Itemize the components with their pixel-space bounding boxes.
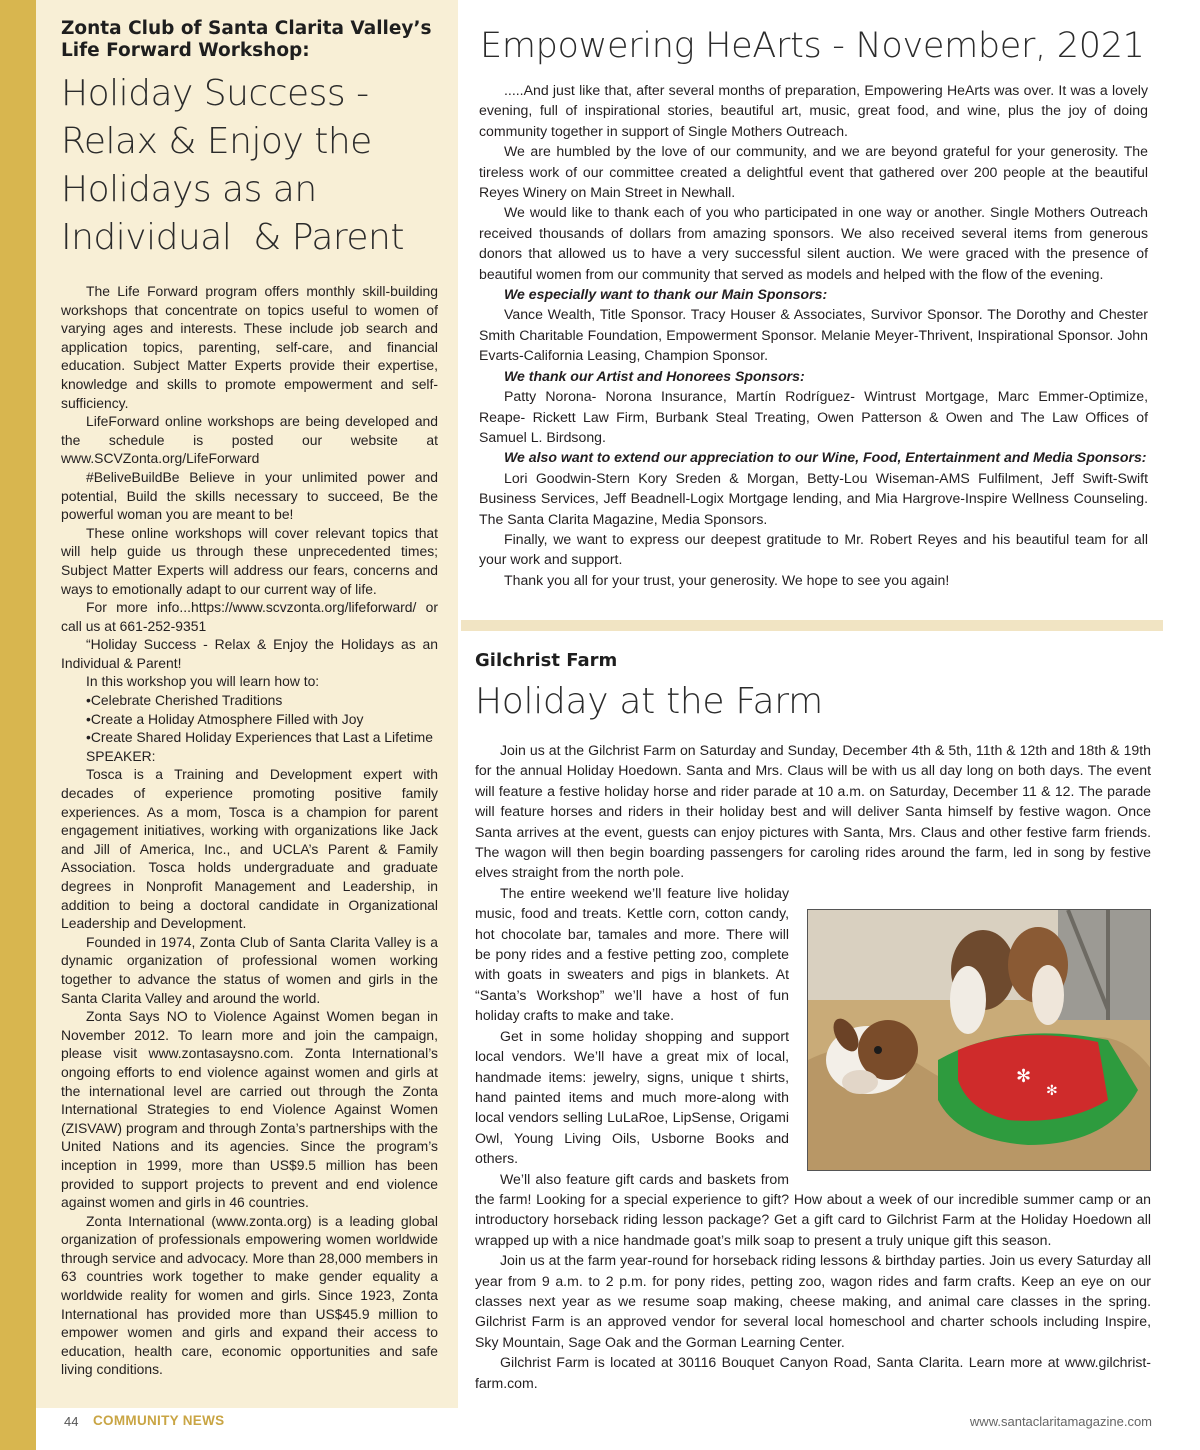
page-number: 44 bbox=[64, 1414, 79, 1429]
paragraph: Patty Norona- Norona Insurance, Martín Rodríguez- Wintrust Mortgage, Marc Emmer-Optimize, Reape- Rickett Law Firm, Burbank Steal Treating, Owen Patterson & Owen and The Law Offices of Samuel L. Birdsong. bbox=[479, 388, 1148, 445]
zonta-body bbox=[61, 282, 438, 1379]
bullet-item: •Create a Holiday Atmosphere Filled with Joy bbox=[86, 710, 364, 727]
empowering-hearts-title: Empowering HeArts - November, 2021 bbox=[480, 26, 1145, 66]
title-line: Individual & Parent bbox=[61, 217, 404, 258]
zonta-title bbox=[61, 70, 438, 262]
paragraph: Founded in 1974, Zonta Club of Santa Clarita Valley is a dynamic organization of professional women working together to advance the status of women and girls in the Santa Clarita Valley and around the world. bbox=[61, 933, 438, 1006]
paragraph: Zonta Says NO to Violence Against Women began in November 2012. To learn more and join the campaign, please visit www.zontasaysno.com. Zonta International’s ongoing efforts to end violence against women and girls at the international level are carried out through the Zonta International Strategies to end Violence Against Women (ZISVAW) program and through Zonta’s partnerships with the United Nations and its agencies. Since the program’s inception in 1999, more than US$9.5 million has been provided to support projects to prevent and end violence against women and girls in 46 countries. bbox=[61, 1008, 438, 1211]
sponsor-heading: We thank our Artist and Honorees Sponsors: bbox=[504, 367, 805, 384]
paragraph: Tosca is a Training and Development expert with decades of experience promoting positive family experiences. As a mom, Tosca is a champion for parent engagement initiatives, working with organizations like Jack and Jill of America, Inc., and UCLA’s Parent & Family Association. Tosca holds undergraduate and graduate degrees in Nonprofit Management and Leadership, in addition to being a doctoral candidate in Organizational Leadership and Development. bbox=[61, 766, 438, 932]
paragraph: Finally, we want to express our deepest gratitude to Mr. Robert Reyes and his beautiful team for all your work and support. bbox=[479, 530, 1148, 568]
sponsor-heading: We also want to extend our appreciation to our Wine, Food, Entertainment and Media Sponsors: bbox=[504, 449, 1147, 466]
empowering-hearts-body bbox=[474, 80, 1154, 590]
paragraph: For more info...https://www.scvzonta.org/lifeforward/ or call us at 661-252-9351 bbox=[61, 599, 438, 634]
paragraph: We would like to thank each of you who participated in one way or another. Single Mothers Outreach received thousands of dollars from amazing sponsors. We also received several items from generous donors that allowed us to have a very successful silent auction. We were graced with the presence of beautiful women from our community that served as models and helped with the flow of the evening. bbox=[479, 204, 1148, 282]
paragraph: Join us at the farm year-round for horseback riding lessons & birthday parties. Join us every Saturday all year from 9 a.m. to 2 p.m. for pony rides, petting zoo, wagon rides and farm crafts. Keep an eye on our classes next year as we resume soap making, cheese making, and animal care classes in the spring. Gilchrist Farm is an approved vendor for several local homeschool and charter schools including Inspire, Sky Mountain, Sage Oak and the Gorman Learning Center. bbox=[475, 1252, 1151, 1350]
paragraph: Thank you all for your trust, your generosity. We hope to see you again! bbox=[504, 571, 950, 588]
paragraph: Gilchrist Farm is located at 30116 Bouquet Canyon Road, Santa Clarita. Learn more at www.gilchrist-farm.com. bbox=[475, 1354, 1151, 1391]
paragraph bbox=[475, 740, 1151, 883]
paragraph: We’ll also feature gift cards and baskets from the farm! Looking for a special experience to gift? How about a week of our incredible summer camp or an introductory horseback riding lesson package? Get a gift card to Gilchrist Farm at the Holiday Hoedown all wrapped up with a nice handmade goat’s milk soap to present a truly unique gift this season. bbox=[475, 1170, 1151, 1248]
paragraph: #BeliveBuildBe Believe in your unlimited power and potential, Build the skills necessary to succeed, Be the powerful woman you are meant to be! bbox=[61, 468, 438, 523]
paragraph: We are humbled by the love of our community, and we are beyond grateful for your generosity. The tireless work of our committee created a delightful event that gathered over 200 people at the beautiful Reyes Winery on Main Street in Newhall. bbox=[479, 143, 1148, 201]
title-line: Holidays as an bbox=[61, 169, 317, 210]
farm-title: Holiday at the Farm bbox=[475, 681, 823, 722]
sponsor-heading: We especially want to thank our Main Sponsors: bbox=[504, 286, 828, 303]
farm-article-body bbox=[475, 740, 1151, 1393]
title-line: Relax & Enjoy the bbox=[61, 121, 372, 162]
paragraph: In this workshop you will learn how to: bbox=[86, 673, 320, 690]
svg-text:✻: ✻ bbox=[1016, 1065, 1032, 1087]
section-name: COMMUNITY NEWS bbox=[93, 1413, 225, 1428]
magazine-url: www.santaclaritamagazine.com bbox=[969, 1414, 1152, 1429]
paragraph: These online workshops will cover relevant topics that will help guide us through these unprecedented times; Subject Matter Experts will address our fears, concerns and ways to emotionally adapt to our current way of life. bbox=[61, 524, 438, 597]
zonta-kicker bbox=[61, 18, 438, 62]
paragraph: Lori Goodwin-Stern Kory Sreden & Morgan, Betty-Lou Wiseman-AMS Fulfilment, Jeff Swift-Swift Business Services, Jeff Beadnell-Logix Mortgage lending, and Mia Hargrove-Inspire Wellness Counseling. The Santa Clarita Magazine, Media Sponsors. bbox=[479, 469, 1148, 527]
paragraph: Zonta International (www.zonta.org) is a leading global organization of professionals empowering women worldwide through service and advocacy. More than 28,000 members in 63 countries work together to make gender equality a worldwide reality for women and girls. Since 1923, Zonta International has provided more than US$45.9 million to empower women and girls and expand their access to education, health care, economic opportunities and safe living conditions. bbox=[61, 1212, 438, 1378]
zonta-article bbox=[36, 0, 458, 1408]
bullet-item: •Celebrate Cherished Traditions bbox=[86, 692, 283, 709]
speaker-label: SPEAKER: bbox=[86, 747, 156, 764]
title-line: Holiday Success - bbox=[61, 73, 369, 114]
kicker-line: Zonta Club of Santa Clarita Valley’s bbox=[61, 18, 432, 39]
farm-kicker: Gilchrist Farm bbox=[475, 650, 618, 671]
svg-text:✻: ✻ bbox=[1046, 1082, 1058, 1099]
bullet-item: •Create Shared Holiday Experiences that Last a Lifetime bbox=[86, 729, 433, 746]
paragraph: Get in some holiday shopping and support local vendors. We’ll have a great mix of local, handmade items: jewelry, signs, unique t shirts, hand painted items and much more-along with local vendors selling LuLaRoe, LipSense, Origami Owl, Young Living Oils, Usborne Books and others. bbox=[475, 1027, 789, 1167]
farm-intro-head: Join us at the Gilchrist Farm on Saturday and Sunday, December 4th & 5th, 11th & 12th and 18th & 19th for the annual Holiday Hoedown. Santa and Mrs. Claus will be with us all day long on both days. The event will feature a festive holiday horse and rider parade at 10 a.m. on Saturday, December 11 & 12. The parade will feature horses and riders in their holiday best and will deliver Santa himself by festive wagon. Once Santa arrives at the event, guests can enjoy pictures with Santa, Mrs. Claus and other festive farm friends. The wagon will then begin boarding passengers for caroling rides around the farm, led in song by festive elves straight from the north pole. bbox=[475, 742, 1151, 881]
section-divider bbox=[461, 620, 1163, 631]
gold-margin-strip bbox=[0, 0, 36, 1450]
paragraph: Vance Wealth, Title Sponsor. Tracy Houser & Associates, Survivor Sponsor. The Dorothy and Chester Smith Charitable Foundation, Empowerment Sponsor. Melanie Meyer-Thrivent, Inspirational Sponsor. John Evarts-California Leasing, Champion Sponsor. bbox=[479, 306, 1148, 364]
paragraph: The Life Forward program offers monthly skill-building workshops that concentrate on topics useful to women of varying ages and interests. These include job search and application topics, parenting, self-care, and financial education. Subject Matter Experts provide their expertise, knowledge and skills to promote empowerment and self-sufficiency. bbox=[61, 283, 438, 411]
kicker-line: Life Forward Workshop: bbox=[61, 40, 310, 61]
paragraph: “Holiday Success - Relax & Enjoy the Holidays as an Individual & Parent! bbox=[61, 636, 438, 671]
empowering-hearts-article bbox=[474, 0, 1154, 590]
paragraph: .....And just like that, after several months of preparation, Empowering HeArts was over. It was a lovely evening, full of inspirational stories, beautiful art, music, great food, and wine, plus the joy of doing community together in support of Single Mothers Outreach. bbox=[479, 82, 1148, 139]
paragraph: The entire weekend we’ll feature live holiday music, food and treats. Kettle corn, cotton candy, hot chocolate bar, tamales and more. There will be pony rides and a festive petting zoo, complete with goats in sweaters and pigs in blankets. At “Santa’s Workshop” we’ll have a host of fun holiday crafts to make and take. bbox=[475, 884, 789, 1024]
paragraph: LifeForward online workshops are being developed and the schedule is posted our website at www.SCVZonta.org/LifeForward bbox=[61, 413, 438, 467]
goats-in-sweater-photo bbox=[807, 909, 1151, 1171]
goats-photo-illustration bbox=[808, 910, 1151, 1171]
